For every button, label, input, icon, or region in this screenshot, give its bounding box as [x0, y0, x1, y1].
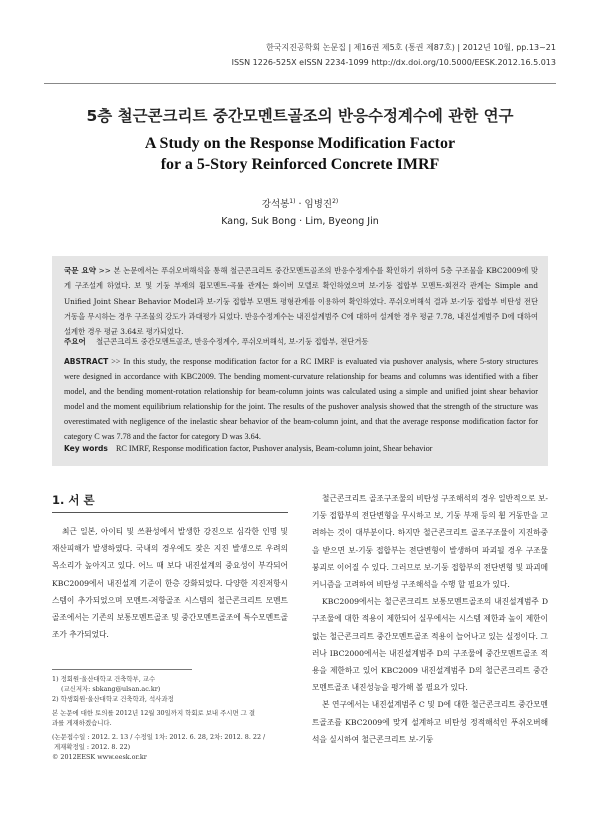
korean-keywords-text: 철근콘크리트 중간모멘트골조, 반응수정계수, 푸쉬오버해석, 보-기둥 접합부, 전단거동: [96, 337, 369, 346]
authors-english: Kang, Suk Bong · Lim, Byeong Jin: [221, 216, 379, 227]
english-abstract-label: ABSTRACT: [64, 357, 109, 366]
author-1-marker: 1): [289, 197, 296, 205]
body-paragraph: 철근콘크리트 골조구조물의 비탄성 구조해석의 경우 일반적으로 보-기둥 접합부의 전단변형을 무시하고 보, 기둥 부재 등의 휨 거동만을 고려하는 것이 대부분이다. 하지만 철근콘크리트 골조구조물이 지진하중을 받으면 보-기둥 접합부는 전단변형이 발생하며 파괴될 경우 구조물 붕괴로 이어질 수 있다. 그러므로 보-기둥 접합부의 전단변형 및 파괴메커니즘을 고려하여 비탄성 구조해석을 수행 할 필요가 있다.: [312, 494, 548, 590]
author-1-name: 강석봉: [261, 199, 290, 210]
korean-keywords-label: 주요어: [64, 337, 86, 346]
issn-doi-line: ISSN 1226-525X eISSN 2234-1099 http://dx.doi.org/10.5000/EESK.2012.16.5.013: [231, 58, 556, 67]
english-title: [0, 133, 600, 175]
paper-history: (논문접수일 : 2012. 2. 13 / 수정일 1차: 2012. 6. 28, 2차: 2012. 8. 22 /: [52, 733, 266, 741]
english-abstract: [64, 354, 538, 445]
journal-header: [232, 40, 556, 70]
body-paragraph: KBC2009에서는 철근콘크리트 보통모멘트골조의 내진설계범주 D 구조물에 대한 적용이 제한되어 실무에서는 시스템 제한과 높이 제한이 없는 철근콘크리트 중간모멘트골조 적용이 늘어나고 있는 실정이다. 그러나 IBC2000에서는 내진설계범주 D의 구조물에 중간모멘트골조 적용을 제한하고 있어 KBC2009 내진설계범주 D의 철근콘크리트 중간모멘트골조 내진성능을 평가해 볼 필요가 있다.: [312, 597, 548, 693]
korean-title: 5층 철근콘크리트 중간모멘트골조의 반응수정계수에 관한 연구: [86, 107, 514, 125]
korean-abstract-text: >> 본 논문에서는 푸쉬오버해석을 통해 철근콘크리트 중간모멘트골조의 반응수정계수를 확인하기 위하여 5층 구조물을 KBC2009에 맞게 구조설계 하였다. 보 및 기둥 부재의 휨모멘트-곡률 관계는 화이버 모델로 확인하였으며 보-기둥 접합부 모멘트-회전각 관계는 Simple and Unified Joint Shear Behavior Model과 보-기둥 접합부 모멘트 평형관계를 이용하여 확인하였다. 푸쉬오버해석 결과 보-기둥 접합부 비탄성 전단거동을 무시하는 경우 구조물의 강도가 과대평가 되었다. 반응수정계수는 내진설계범주 C에 대하여 설계한 경우 평균 7.78, 내진설계범주 D에 대하여 설계한 경우 평균 3.64로 평가되었다.: [64, 266, 538, 337]
korean-keywords: [64, 336, 538, 347]
footnote-2: 2) 학생회원·울산대학교 건축학과, 석사과정: [52, 695, 174, 703]
korean-abstract: [64, 263, 538, 339]
footnote-1-email: (교신저자: sbkang@ulsan.ac.kr): [61, 685, 161, 693]
english-keywords: [64, 444, 538, 453]
paper-history-cont: 게재확정일 : 2012. 8. 22): [54, 743, 131, 751]
english-abstract-text: >> In this study, the response modification factor for a RC IMRF is evaluated via pushover analysis, where 5-story structures were designed in accordance with KBC2009. The bending moment-curvature relationship for beams and columns was identified with a fiber model, and the bending moment-rotation relationship for beam-column joints was calculated using a simple and unified joint shear behavior model and the moment equilibrium relationship for the joint. The results of the pushover analysis showed that the strength of the structure was overestimated with negligence of the inelastic shear behavior of the beam-column joint, and that the average response modification factor for category C was 7.78 and the factor for category D was 3.64.: [64, 357, 539, 442]
english-title-line-2: for a 5-Story Reinforced Concrete IMRF: [160, 156, 440, 173]
english-title-line-1: A Study on the Response Modification Factor: [144, 135, 456, 152]
right-column: [312, 490, 548, 748]
footnotes: [52, 674, 288, 762]
body-paragraph: 최근 일본, 아이티 및 쓰촨성에서 발생한 강진으로 심각한 인명 및 재산피해가 발생하였다. 국내의 경우에도 잦은 지진 발생으로 우려의 목소리가 높아지고 있다. 어느 때 보다 내진설계의 중요성이 부각되어 KBC2009에서 내진설계 기준이 한층 강화되었다. 다양한 지진저항시스템이 추가되었으며 모멘트-저항골조 시스템의 철근콘크리트 모멘트골조에서는 기존의 보통모멘트골조 및 중간모멘트골조에 특수모멘트골조가 추가되었다.: [52, 527, 288, 640]
author-separator: ·: [295, 199, 305, 210]
journal-line: 한국지진공학회 논문집 | 제16권 제5호 (통권 제87호) | 2012년 10월, pp.13~21: [266, 43, 556, 52]
header-divider: [44, 83, 556, 84]
left-column: [52, 523, 288, 643]
discussion-notice: 본 논문에 대한 토의를 2012년 12월 30일까지 학회로 보내 주시면 그 결: [52, 709, 256, 717]
authors-korean: [0, 196, 600, 210]
section-heading-rule: [52, 512, 288, 513]
footnote-divider: [52, 669, 192, 670]
author-2-marker: 2): [332, 197, 339, 205]
footnote-1: 1) 정회원·울산대학교 건축학부, 교수: [52, 675, 156, 683]
section-heading: 1. 서 론: [52, 493, 95, 507]
discussion-notice-cont: 과를 게재하겠습니다.: [52, 719, 112, 727]
english-keywords-label: Key words: [64, 444, 108, 453]
english-keywords-text: RC IMRF, Response modification factor, Pushover analysis, Beam-column joint, Shear behavior: [115, 444, 433, 453]
korean-abstract-label: 국문 요약: [64, 266, 96, 275]
author-2-name: 임병진: [304, 199, 333, 210]
body-paragraph: 본 연구에서는 내진설계범주 C 및 D에 대한 철근콘크리트 중간모멘트골조를 KBC2009에 맞게 설계하고 비탄성 정적해석인 푸쉬오버해석을 실시하여 철근콘크리트 보-기둥: [312, 700, 548, 744]
copyright: © 2012EESK www.eesk.or.kr: [52, 753, 147, 761]
